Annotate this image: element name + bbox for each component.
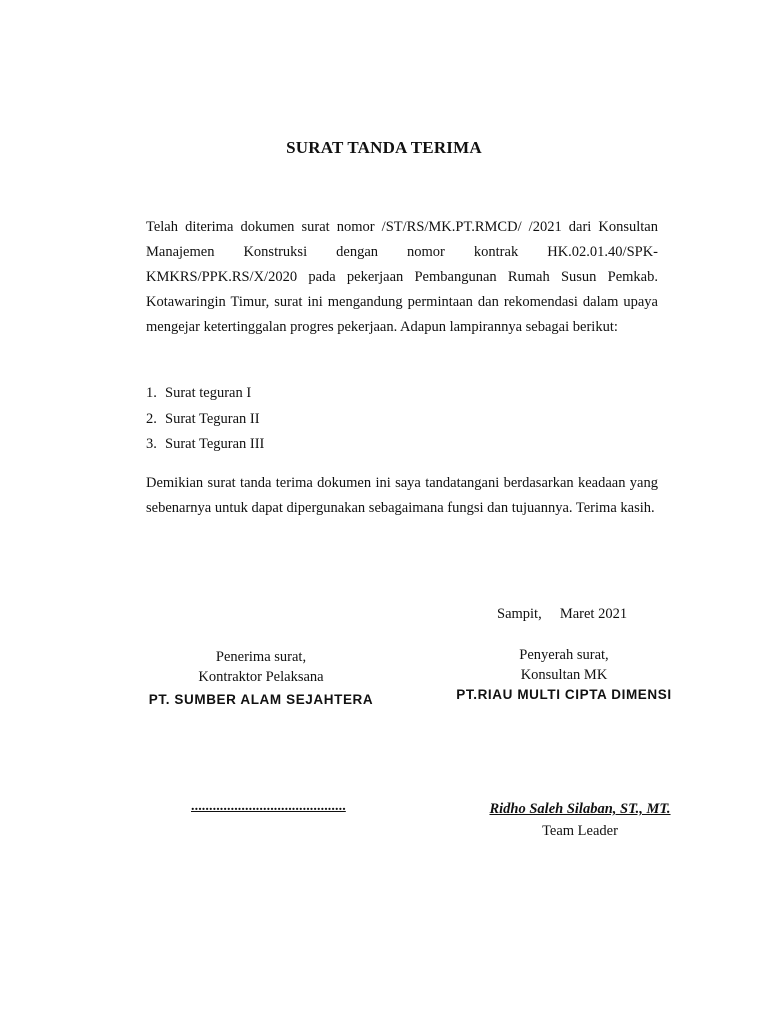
receiver-role: Kontraktor Pelaksana [198,669,324,685]
list-item [146,432,264,458]
list-item-number: 2. [146,410,157,427]
list-item-number: 3. [146,436,157,452]
sender-label: Penyerah surat, [519,647,609,663]
sender-position: Team Leader [542,823,618,839]
sender-name: Ridho Saleh Silaban, ST., MT. [489,801,671,817]
receiver-block [136,647,386,710]
receiver-label: Penerima surat, [215,649,307,665]
sender-block [436,645,692,705]
closing-paragraph: Demikian surat tanda terima dokumen ini saya tandatangani berdasarkan keadaan yang sebenarnya untuk dapat dipergunakan sebagaimana fungsi dan tujuannya. Terima kasih. [146,475,658,516]
receiver-signature-line: ........................................... [191,799,346,814]
attachment-list [146,381,264,458]
sender-company: PT.RIAU MULTI CIPTA DIMENSI [456,687,672,702]
list-item [146,407,264,433]
opening-paragraph: Telah diterima dokumen surat nomor /ST/RS/MK.PT.RMCD/ /2021 dari Konsultan Manajemen Konstruksi dengan nomor kontrak HK.02.01.40/SPK-KMKRS/PPK.RS/X/2020 pada pekerjaan Pembangunan Rumah Susun Pemkab. Kotawaringin Timur, surat ini mengandung permintaan dan rekomendasi dalam upaya mengejar ketertinggalan progres pekerjaan. Adapun lampirannya sebagai berikut: [146,219,658,335]
sender-role: Konsultan MK [520,667,608,683]
list-item-text: Surat Teguran II [165,410,260,427]
document-title: SURAT TANDA TERIMA [286,138,482,157]
list-item-text: Surat Teguran III [165,436,265,452]
place-date: Sampit, Maret 2021 [497,606,628,622]
receiver-company: PT. SUMBER ALAM SEJAHTERA [148,692,374,707]
list-item [146,381,264,407]
sender-signature-block [456,798,704,842]
list-item-number: 1. [146,385,157,401]
list-item-text: Surat teguran I [165,385,252,401]
